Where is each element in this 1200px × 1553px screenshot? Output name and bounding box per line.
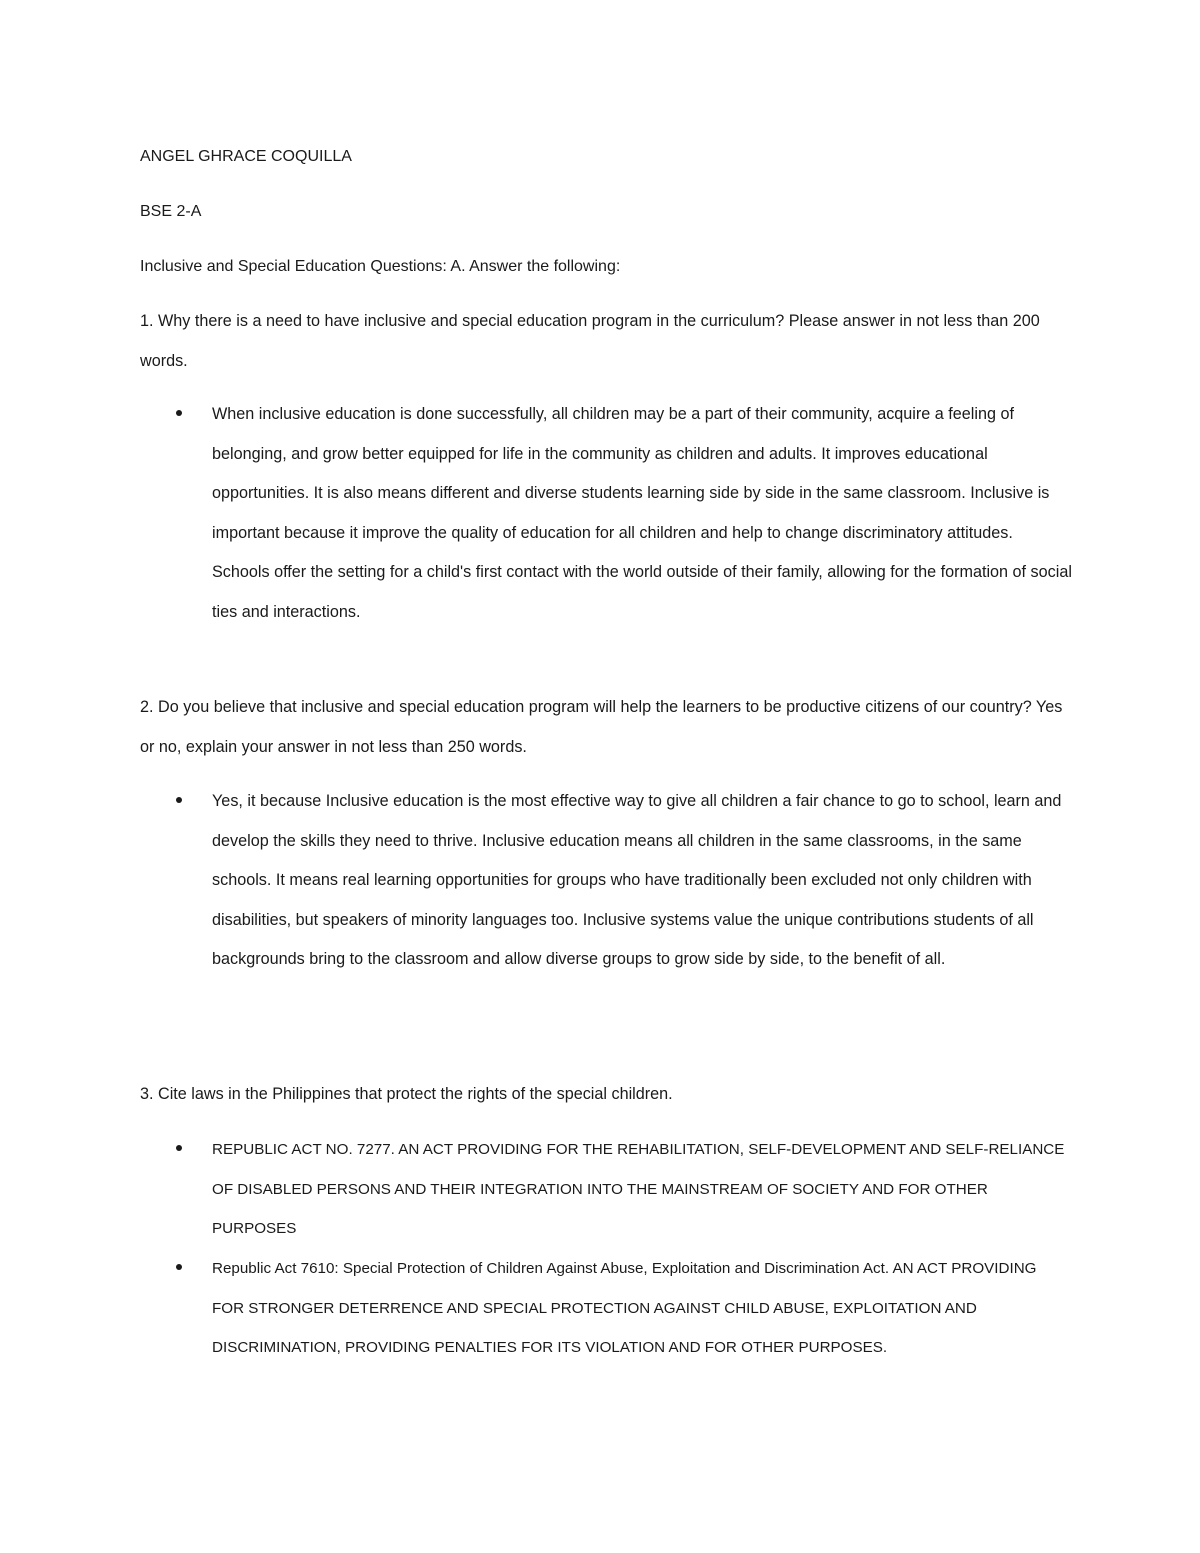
bullet-icon xyxy=(176,1145,182,1151)
bullet-icon xyxy=(176,410,182,416)
question-1: 1. Why there is a need to have inclusive and special education program in the curriculum? Please answer in not less than 200 words. xyxy=(140,312,1040,370)
bullet-icon xyxy=(176,1264,182,1270)
answer-3b-text: Republic Act 7610: Special Protection of Children Against Abuse, Exploitation and Discrimination Act. AN ACT PROVIDING FOR STRONGER DETERRENCE AND SPECIAL PROTECTION AGAINST CHILD ABUSE, EXPLOITATION AND DISCRIMINATION, PROVIDING PENALTIES FOR ITS VIOLATION AND FOR OTHER PURPOSES. xyxy=(212,1260,1037,1356)
student-section: BSE 2-A xyxy=(140,203,202,220)
question-3: 3. Cite laws in the Philippines that protect the rights of the special children. xyxy=(140,1085,673,1103)
bullet-icon xyxy=(176,797,182,803)
answer-2-text: Yes, it because Inclusive education is the most effective way to give all children a fair chance to go to school, learn and develop the skills they need to thrive. Inclusive education means all children in the same classrooms, in the same schools. It means real learning opportunities for groups who have traditionally been excluded not only children with disabilities, but speakers of minority languages too. Inclusive systems value the unique contributions students of all backgrounds bring to the classroom and allow diverse groups to grow side by side, to the benefit of all. xyxy=(212,792,1062,968)
answer-1-text: When inclusive education is done successfully, all children may be a part of their community, acquire a feeling of belonging, and grow better equipped for life in the community as children and adults. It improves educational opportunities. It is also means different and diverse students learning side by side in the same classroom. Inclusive is important because it improve the quality of education for all children and help to change discriminatory attitudes. Schools offer the setting for a child's first contact with the world outside of their family, allowing for the formation of social ties and interactions. xyxy=(212,405,1072,621)
answer-3a-text: REPUBLIC ACT NO. 7277. AN ACT PROVIDING FOR THE REHABILITATION, SELF-DEVELOPMENT AND SELF-RELIANCE OF DISABLED PERSONS AND THEIR INTEGRATION INTO THE MAINSTREAM OF SOCIETY AND FOR OTHER PURPOSES xyxy=(212,1141,1065,1237)
document-title: Inclusive and Special Education Questions: A. Answer the following: xyxy=(140,258,621,275)
student-name: ANGEL GHRACE COQUILLA xyxy=(140,148,352,165)
question-2: 2. Do you believe that inclusive and special education program will help the learners to be productive citizens of our country? Yes or no, explain your answer in not less than 250 words. xyxy=(140,698,1063,756)
